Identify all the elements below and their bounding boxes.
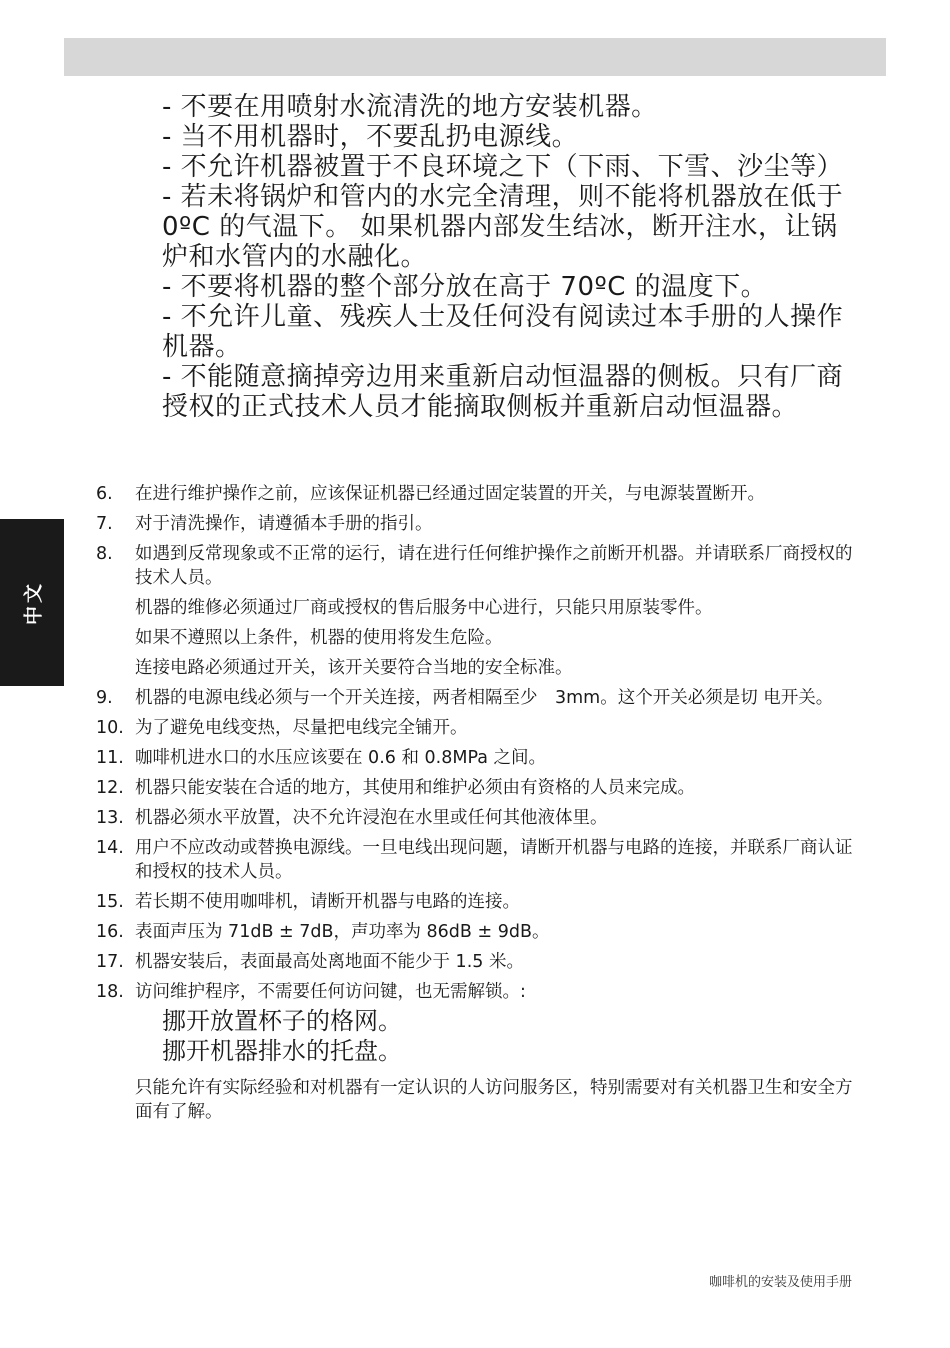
- list-item: [96, 686, 856, 710]
- numbered-instructions: [96, 482, 856, 1124]
- item-number: 7.: [96, 514, 113, 534]
- list-item: [96, 776, 856, 800]
- warning-line: - 不允许机器被置于不良环境之下（下雨、下雪、沙尘等）: [162, 152, 844, 182]
- item-text: 机器必须水平放置，决不允许浸泡在水里或任何其他液体里。: [135, 808, 608, 828]
- warning-line: - 不要将机器的整个部分放在高于 70ºC 的温度下。: [162, 272, 768, 302]
- item-18-step: 挪开放置杯子的格网。: [162, 1007, 402, 1035]
- item-number: 8.: [96, 544, 113, 564]
- item-number: 9.: [96, 688, 113, 708]
- header-bar: [64, 38, 886, 76]
- list-item: [96, 890, 856, 914]
- item-text: 在进行维护操作之前，应该保证机器已经通过固定装置的开关，与电源装置断开。: [135, 484, 765, 504]
- item-text: 如遇到反常现象或不正常的运行，请在进行任何维护操作之前断开机器。并请联系厂商授权的技术人员。: [135, 544, 853, 588]
- item-text: 机器安装后，表面最高处离地面不能少于 1.5 米。: [135, 952, 524, 972]
- warning-line: - 不允许儿童、残疾人士及任何没有阅读过本手册的人操作机器。: [162, 302, 844, 362]
- item-18-step: 挪开机器排水的托盘。: [162, 1037, 402, 1065]
- list-item: [96, 482, 856, 506]
- item-number: 14.: [96, 838, 124, 858]
- item-text: 访问维护程序，不需要任何访问键，也无需解锁。:: [135, 982, 526, 1002]
- list-item: [96, 920, 856, 944]
- item-number: 15.: [96, 892, 124, 912]
- item-text: 为了避免电线变热，尽量把电线完全铺开。: [135, 718, 468, 738]
- list-item: [96, 950, 856, 974]
- item-number: 16.: [96, 922, 124, 942]
- item-number: 12.: [96, 778, 124, 798]
- warning-line: - 不要在用喷射水流清洗的地方安装机器。: [162, 92, 658, 122]
- warning-line: - 当不用机器时，不要乱扔电源线。: [162, 122, 579, 152]
- item-text: 对于清洗操作，请遵循本手册的指引。: [135, 514, 433, 534]
- warning-line: - 若未将锅炉和管内的水完全清理，则不能将机器放在低于 0ºC 的气温下。 如果机器内部发生结冰，断开注水，让锅炉和水管内的水融化。: [162, 182, 844, 272]
- list-item: [96, 806, 856, 830]
- list-item: [96, 512, 856, 536]
- list-item: [96, 716, 856, 740]
- item-text: 若长期不使用咖啡机，请断开机器与电路的连接。: [135, 892, 520, 912]
- list-item: [96, 836, 856, 884]
- item-8-sub: 机器的维修必须通过厂商或授权的售后服务中心进行，只能只用原装零件。: [135, 598, 713, 618]
- list-item: [96, 746, 856, 770]
- list-item: [96, 980, 856, 1004]
- item-number: 18.: [96, 982, 124, 1002]
- language-tab-label: 中文: [22, 580, 45, 625]
- warning-line: - 不能随意摘掉旁边用来重新启动恒温器的侧板。只有厂商授权的正式技术人员才能摘取侧板并重新启动恒温器。: [162, 362, 844, 422]
- item-number: 11.: [96, 748, 124, 768]
- footer-title: 咖啡机的安装及使用手册: [708, 1275, 852, 1290]
- item-8-sub: 如果不遵照以上条件，机器的使用将发生危险。: [135, 628, 503, 648]
- item-text: 机器只能安装在合适的地方，其使用和维护必须由有资格的人员来完成。: [135, 778, 695, 798]
- item-number: 13.: [96, 808, 124, 828]
- item-number: 6.: [96, 484, 113, 504]
- item-text: 机器的电源电线必须与一个开关连接，两者相隔至少 3mm。这个开关必须是切 电开关。: [135, 688, 834, 708]
- language-tab: [0, 519, 64, 686]
- list-item: [96, 542, 856, 590]
- item-number: 10.: [96, 718, 124, 738]
- item-number: 17.: [96, 952, 124, 972]
- closing-note: 只能允许有实际经验和对机器有一定认识的人访问服务区，特别需要对有关机器卫生和安全方面有了解。: [135, 1078, 853, 1122]
- item-8-sub: 连接电路必须通过开关，该开关要符合当地的安全标准。: [135, 658, 573, 678]
- item-text: 表面声压为 71dB ± 7dB，声功率为 86dB ± 9dB。: [135, 922, 550, 942]
- safety-warnings: [162, 92, 862, 422]
- item-text: 咖啡机进水口的水压应该要在 0.6 和 0.8MPa 之间。: [135, 748, 547, 768]
- item-text: 用户不应改动或替换电源线。一旦电线出现问题，请断开机器与电路的连接，并联系厂商认证和授权的技术人员。: [135, 838, 853, 882]
